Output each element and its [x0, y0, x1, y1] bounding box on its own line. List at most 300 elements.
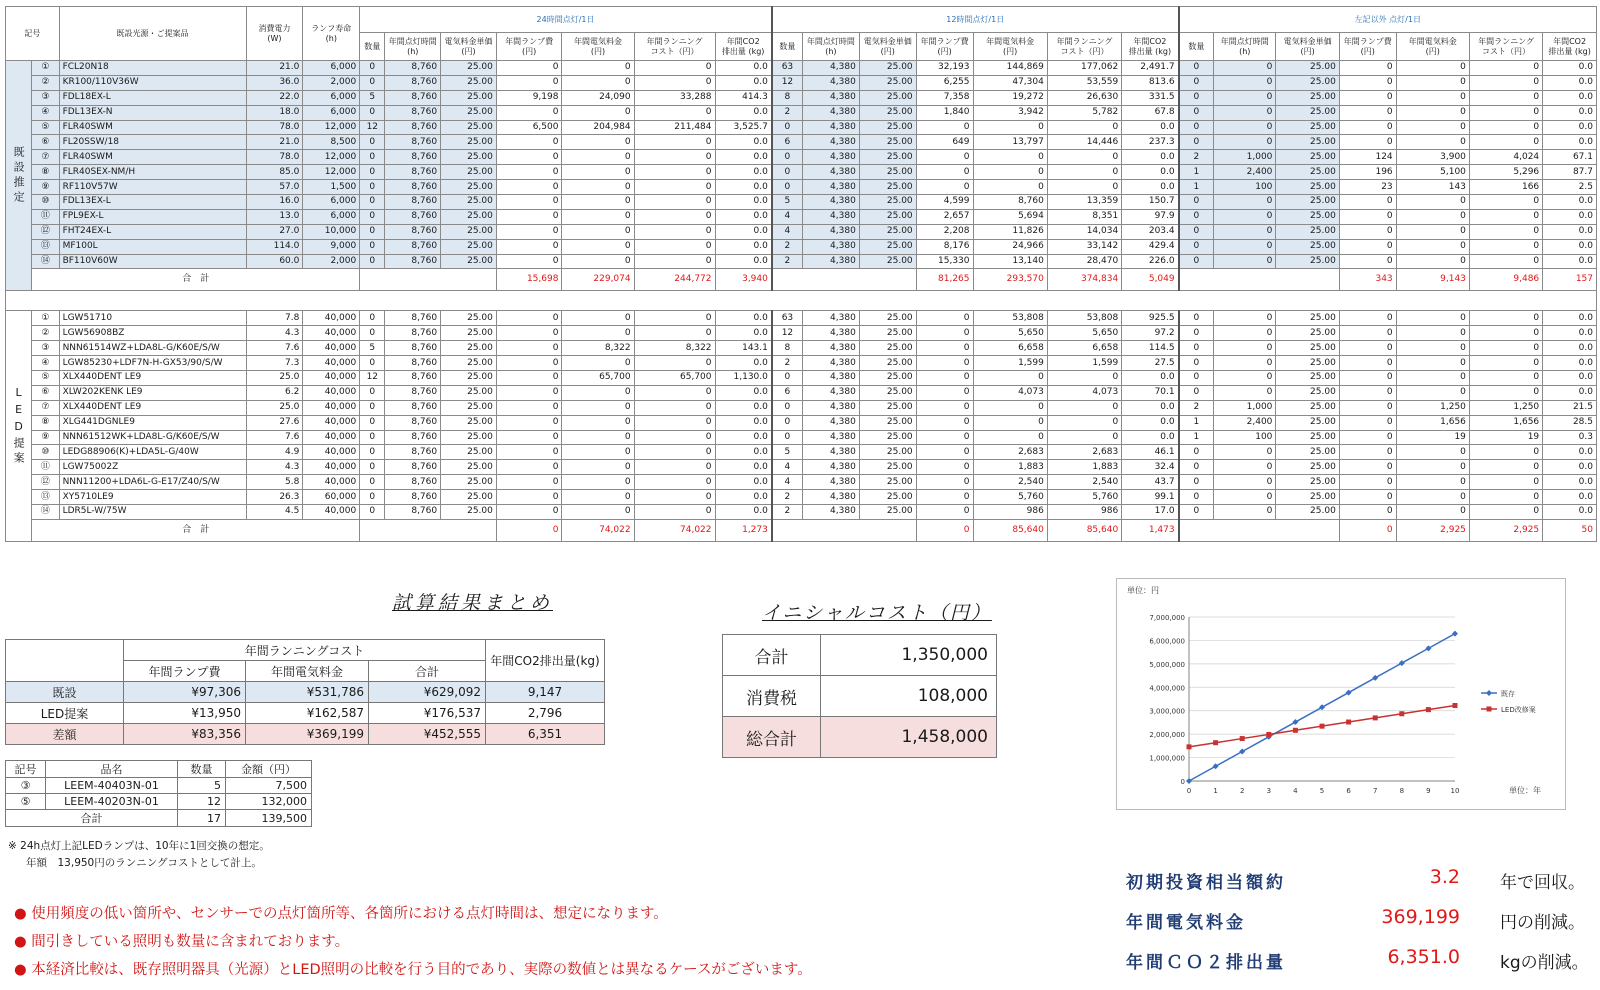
cell: 0: [1339, 445, 1396, 460]
cell: ⑨: [32, 180, 59, 195]
cell: 0: [1339, 505, 1396, 520]
cell: XLG441DGNLE9: [59, 415, 246, 430]
cell: 1,250: [1469, 400, 1542, 415]
cell: 0: [772, 120, 803, 135]
cell: 25.00: [859, 150, 916, 165]
cell: ③: [32, 90, 59, 105]
cell: 196: [1339, 165, 1396, 180]
cell: ¥162,587: [246, 703, 369, 724]
cell: 0: [360, 239, 385, 254]
cell: 6: [772, 135, 803, 150]
cell: 0: [916, 460, 973, 475]
cell: 7.3: [246, 356, 303, 371]
cell: 4,380: [802, 445, 859, 460]
cell: 0: [1396, 135, 1469, 150]
cell: 0: [1469, 460, 1542, 475]
cell: 25.00: [1276, 445, 1339, 460]
cell: LEDG88906(K)+LDA5L-G/40W: [59, 445, 246, 460]
table-row: [6, 180, 1597, 195]
cell: 0: [496, 430, 562, 445]
cell: 74,022: [634, 519, 715, 541]
cell: 114.5: [1122, 341, 1179, 356]
cell: 8,760: [385, 371, 441, 386]
cell: 25.00: [1276, 61, 1339, 76]
cell: 8,760: [385, 165, 441, 180]
cell: 0: [1396, 460, 1469, 475]
cell: 12: [772, 326, 803, 341]
cell: 0: [562, 311, 634, 326]
cell: 合計: [6, 810, 178, 827]
cell: 0.0: [1543, 254, 1597, 269]
summary-table: [5, 639, 605, 745]
cell: 13,140: [973, 254, 1047, 269]
cell: 0: [496, 105, 562, 120]
cell: 8,760: [385, 475, 441, 490]
result-unit-2: 円の削減。: [1500, 913, 1585, 933]
cell: ⑭: [32, 505, 59, 520]
cell: ⑤: [32, 371, 59, 386]
cell: 1,883: [973, 460, 1047, 475]
data-point: [1319, 704, 1325, 710]
cell: 0: [360, 445, 385, 460]
cell: 年間ランニング コスト（円）: [1047, 33, 1121, 61]
cell: 0: [916, 519, 973, 541]
cell: 0: [1339, 135, 1396, 150]
cell: 25.00: [859, 120, 916, 135]
cell: 8,176: [916, 239, 973, 254]
cell: 8,760: [385, 460, 441, 475]
data-point: [1293, 728, 1298, 733]
cell: 0: [1047, 165, 1121, 180]
cell: 25.00: [1276, 75, 1339, 90]
cell: 0: [1214, 239, 1276, 254]
cell: 25.00: [1276, 385, 1339, 400]
cell: 25.00: [441, 415, 497, 430]
table-row: [6, 239, 1597, 254]
cell: 数量: [772, 33, 803, 61]
cell: 99.1: [1122, 490, 1179, 505]
cell: 60,000: [303, 490, 360, 505]
cell: 4: [772, 209, 803, 224]
cell: ランフ寿命 (h): [303, 7, 360, 61]
cell: 2,925: [1396, 519, 1469, 541]
cell: 0: [634, 400, 715, 415]
cell: 数量: [360, 33, 385, 61]
cell: ⑪: [32, 460, 59, 475]
cell: 65,700: [562, 371, 634, 386]
cell: 年間電気料金 (円): [973, 33, 1047, 61]
cell: 0: [562, 150, 634, 165]
cell: 7,500: [226, 778, 312, 794]
cell: 0: [1339, 90, 1396, 105]
cell: 0.3: [1543, 430, 1597, 445]
cell: 0: [916, 445, 973, 460]
cell: 25.00: [441, 400, 497, 415]
cell: 0: [360, 209, 385, 224]
cell: 4,380: [802, 400, 859, 415]
cell: 0: [1396, 254, 1469, 269]
cell: FHT24EX-L: [59, 224, 246, 239]
cell: 7.6: [246, 430, 303, 445]
cell: 25.00: [1276, 239, 1339, 254]
cell: 813.6: [1122, 75, 1179, 90]
cell: 数量: [1179, 33, 1214, 61]
cell: 36.0: [246, 75, 303, 90]
cell: 1: [1179, 165, 1214, 180]
cell: 0: [562, 180, 634, 195]
cell: 0: [496, 371, 562, 386]
cell: ①: [32, 311, 59, 326]
cell: 4,380: [802, 180, 859, 195]
cell: 986: [973, 505, 1047, 520]
cell: ⑫: [32, 224, 59, 239]
cell: 293,570: [973, 269, 1047, 291]
cell: 17.0: [1122, 505, 1179, 520]
cell: 4,380: [802, 371, 859, 386]
cell: 0: [1179, 311, 1214, 326]
cell: 6,351: [486, 724, 605, 745]
cell: 53,808: [1047, 311, 1121, 326]
cell: 0: [1339, 326, 1396, 341]
bullet-1: ● 使用頻度の低い箇所や、センサーでの点灯箇所等、各箇所における点灯時間は、想定になります。: [14, 906, 668, 922]
table-row: [6, 90, 1597, 105]
result-value-3: 6,351.0: [1387, 946, 1460, 968]
result-label-3: 年間ＣＯ２排出量: [1126, 953, 1286, 973]
cell: LEEM-40203N-01: [46, 794, 178, 810]
cell: 0: [496, 224, 562, 239]
cell: 0: [1047, 415, 1121, 430]
cell: 0: [634, 475, 715, 490]
cell: 8,760: [385, 61, 441, 76]
h-total: 合計: [369, 661, 486, 682]
cell: 13,359: [1047, 195, 1121, 210]
cell: 53,808: [973, 311, 1047, 326]
bullet-3: ● 本経済比較は、既存照明器具（光源）とLED照明の比較を行う目的であり、実際の数値とは異なるケースがございます。: [14, 962, 812, 978]
cell: 0: [916, 400, 973, 415]
cell: 12: [360, 371, 385, 386]
cell: 157: [1543, 269, 1597, 291]
cell: 6: [772, 385, 803, 400]
parts-h: 金額（円）: [226, 761, 312, 778]
cell: ⑪: [32, 209, 59, 224]
cell: ⑭: [32, 254, 59, 269]
table-row: [6, 165, 1597, 180]
cell: 100: [1214, 180, 1276, 195]
cell: 8,760: [385, 311, 441, 326]
cell: 203.4: [1122, 224, 1179, 239]
cell: 4,024: [1469, 150, 1542, 165]
cell: 年間CO2 排出量 (kg): [715, 33, 772, 61]
cell: 25.00: [859, 490, 916, 505]
cell: 0.0: [715, 239, 772, 254]
cell: 0: [1469, 505, 1542, 520]
cell: 5: [360, 341, 385, 356]
cell: FLR40SWM: [59, 150, 246, 165]
cell: 0: [634, 430, 715, 445]
cell: 0.0: [1543, 311, 1597, 326]
cell: 4,380: [802, 326, 859, 341]
cell: 23: [1339, 180, 1396, 195]
cell: 166: [1469, 180, 1542, 195]
cell: 25.00: [859, 180, 916, 195]
cell: 0: [1339, 371, 1396, 386]
cell: 0: [360, 195, 385, 210]
cell: 0: [1339, 430, 1396, 445]
data-point: [1373, 715, 1378, 720]
table-row: [6, 475, 1597, 490]
cell: 8,760: [385, 224, 441, 239]
cell: 25.00: [859, 195, 916, 210]
cell: 25.00: [441, 460, 497, 475]
cell: 25.00: [859, 75, 916, 90]
cell: 25.00: [1276, 475, 1339, 490]
cell: ⑥: [32, 385, 59, 400]
cell: 0.0: [715, 445, 772, 460]
cell: 年間電気料金 (円): [562, 33, 634, 61]
cell: 25.00: [1276, 254, 1339, 269]
cell: 8,322: [634, 341, 715, 356]
cell: 5,694: [973, 209, 1047, 224]
cell: 40,000: [303, 475, 360, 490]
cell: 0: [1214, 120, 1276, 135]
cell: 4,380: [802, 61, 859, 76]
cell: 25.00: [1276, 90, 1339, 105]
cell: 0.0: [715, 430, 772, 445]
cell: 25.00: [859, 105, 916, 120]
cell: 0: [562, 326, 634, 341]
cell: 25.00: [1276, 105, 1339, 120]
cell: 60.0: [246, 254, 303, 269]
cell: 57.0: [246, 180, 303, 195]
cell: 25.00: [441, 224, 497, 239]
cell: 0.0: [715, 356, 772, 371]
cell: 13,797: [973, 135, 1047, 150]
table-row: [6, 61, 1597, 76]
group-label: LED提案: [6, 311, 32, 541]
cell: ¥83,356: [124, 724, 246, 745]
total-row: [6, 269, 1597, 291]
cell: 25.00: [1276, 430, 1339, 445]
cell: ⑦: [32, 150, 59, 165]
cell: BF110V60W: [59, 254, 246, 269]
cell: 0: [1047, 120, 1121, 135]
cell: 0: [1179, 341, 1214, 356]
cell: 25.00: [441, 75, 497, 90]
cell: 4,380: [802, 150, 859, 165]
cell: 46.1: [1122, 445, 1179, 460]
cell: ⑤: [32, 120, 59, 135]
cell: 25.00: [441, 90, 497, 105]
cell: 8,760: [385, 254, 441, 269]
cell: 0: [973, 400, 1047, 415]
cell: 25.00: [1276, 120, 1339, 135]
cell: 25.00: [1276, 135, 1339, 150]
cell: 6,000: [303, 105, 360, 120]
init-value: 1,350,000: [821, 635, 997, 676]
cell: 28,470: [1047, 254, 1121, 269]
cell: 0: [634, 224, 715, 239]
cell: 0.0: [715, 150, 772, 165]
cell: 25.00: [859, 356, 916, 371]
cell: 343: [1339, 269, 1396, 291]
initial-title: イニシャルコスト（円）: [762, 602, 992, 624]
cell: 0: [1047, 430, 1121, 445]
cell: 0.0: [1122, 430, 1179, 445]
cell: 0: [1179, 505, 1214, 520]
cell: 0: [1047, 371, 1121, 386]
cell: 40,000: [303, 445, 360, 460]
cell: 0.0: [1543, 356, 1597, 371]
cell: 0: [1469, 475, 1542, 490]
cell: ①: [32, 61, 59, 76]
cell: ¥369,199: [246, 724, 369, 745]
cell: 0: [360, 400, 385, 415]
cell: 100: [1214, 430, 1276, 445]
cell: 0.0: [1543, 460, 1597, 475]
cell: 0.0: [715, 505, 772, 520]
cell: 47,304: [973, 75, 1047, 90]
cell: 143.1: [715, 341, 772, 356]
cell: 150.7: [1122, 195, 1179, 210]
cell: 12: [772, 75, 803, 90]
cell: 0: [634, 490, 715, 505]
cell: 0: [496, 165, 562, 180]
cell: 25.00: [1276, 326, 1339, 341]
cell: 年間ランプ費 (円): [916, 33, 973, 61]
cell: 0: [1396, 75, 1469, 90]
cell: 0: [916, 475, 973, 490]
cell: 0: [973, 371, 1047, 386]
cell: 85,640: [973, 519, 1047, 541]
cell: 3,900: [1396, 150, 1469, 165]
cell: 0: [1339, 415, 1396, 430]
cell: 13.0: [246, 209, 303, 224]
legend-label: LED改修案: [1501, 706, 1536, 714]
cell: 5: [772, 445, 803, 460]
cell: 5: [772, 195, 803, 210]
initial-cost-table: [722, 634, 997, 758]
cell: 0.0: [715, 400, 772, 415]
cell: 1,000: [1214, 400, 1276, 415]
cell: ⑦: [32, 400, 59, 415]
cell: ⑤: [6, 794, 46, 810]
cell: 85.0: [246, 165, 303, 180]
cell: 0: [973, 120, 1047, 135]
cell: 5,760: [973, 490, 1047, 505]
cell: 4,380: [802, 135, 859, 150]
cell: 4,380: [802, 430, 859, 445]
cell: 0: [916, 150, 973, 165]
cell: 0: [772, 430, 803, 445]
cell: 2,000: [303, 75, 360, 90]
cell: 年間ランニング コスト（円）: [634, 33, 715, 61]
cell: 124: [1339, 150, 1396, 165]
cell: 7.8: [246, 311, 303, 326]
cell: 2,683: [973, 445, 1047, 460]
cell: 25.00: [1276, 356, 1339, 371]
cell: 229,074: [562, 269, 634, 291]
result-unit-1: 年で回収。: [1500, 873, 1585, 893]
cell: 0: [916, 505, 973, 520]
x-tick-label: 3: [1266, 787, 1272, 795]
cell: 電気料金単価 (円): [1276, 33, 1339, 61]
cell: 211,484: [634, 120, 715, 135]
cell: 左記以外 点灯/1日: [1179, 7, 1597, 33]
result-value-2: 369,199: [1381, 906, 1460, 928]
cell: 0: [496, 460, 562, 475]
cell: 0: [1469, 209, 1542, 224]
cell: 25.00: [859, 209, 916, 224]
cell: 0.0: [1543, 475, 1597, 490]
data-point: [1320, 724, 1325, 729]
cell: FDL13EX-N: [59, 105, 246, 120]
cell: 8: [772, 90, 803, 105]
cell: 3,942: [973, 105, 1047, 120]
cell: 25.00: [441, 490, 497, 505]
cell: 5,049: [1122, 269, 1179, 291]
cell: 0: [360, 415, 385, 430]
cell: 5,650: [973, 326, 1047, 341]
cell: ⑫: [32, 475, 59, 490]
cell: 4,380: [802, 120, 859, 135]
cell: [772, 269, 916, 291]
cell: 0.0: [1543, 445, 1597, 460]
cell: 97.2: [1122, 326, 1179, 341]
cell: 4,380: [802, 311, 859, 326]
cell: 0: [1339, 120, 1396, 135]
cell: 0: [1339, 61, 1396, 76]
cell: 0: [1214, 135, 1276, 150]
cell: 0: [1339, 75, 1396, 90]
cell: 0: [1179, 371, 1214, 386]
cell: 0: [496, 150, 562, 165]
cell: 12,000: [303, 150, 360, 165]
cell: ¥13,950: [124, 703, 246, 724]
cell: ⑧: [32, 165, 59, 180]
cell: 0: [1469, 120, 1542, 135]
cell: 25.00: [1276, 209, 1339, 224]
cell: 53,559: [1047, 75, 1121, 90]
cell: 25.00: [859, 385, 916, 400]
cell: 0: [562, 61, 634, 76]
data-point: [1186, 778, 1192, 784]
cell: 0: [496, 400, 562, 415]
cell: 0: [562, 195, 634, 210]
cell: ⑬: [32, 239, 59, 254]
cell: 32,193: [916, 61, 973, 76]
cell: 0: [1396, 239, 1469, 254]
data-point: [1240, 736, 1245, 741]
cell: 25.00: [859, 445, 916, 460]
cell: 1,883: [1047, 460, 1121, 475]
cell: [1179, 519, 1340, 541]
cell: 0: [1214, 90, 1276, 105]
h-co2: 年間CO2排出量(kg): [486, 640, 605, 682]
cell: 25.00: [1276, 224, 1339, 239]
cell: 0: [634, 150, 715, 165]
cell: 0: [1469, 356, 1542, 371]
cell: 25.00: [441, 165, 497, 180]
cell: 97.9: [1122, 209, 1179, 224]
x-tick-label: 6: [1346, 787, 1351, 795]
cell: 0: [1179, 224, 1214, 239]
cell: 0: [496, 326, 562, 341]
cell: 25.00: [441, 356, 497, 371]
cell: NNN61512WK+LDA8L-G/K60E/S/W: [59, 430, 246, 445]
cell: 0: [1396, 505, 1469, 520]
cell: 0: [772, 415, 803, 430]
cell: 25.00: [1276, 505, 1339, 520]
